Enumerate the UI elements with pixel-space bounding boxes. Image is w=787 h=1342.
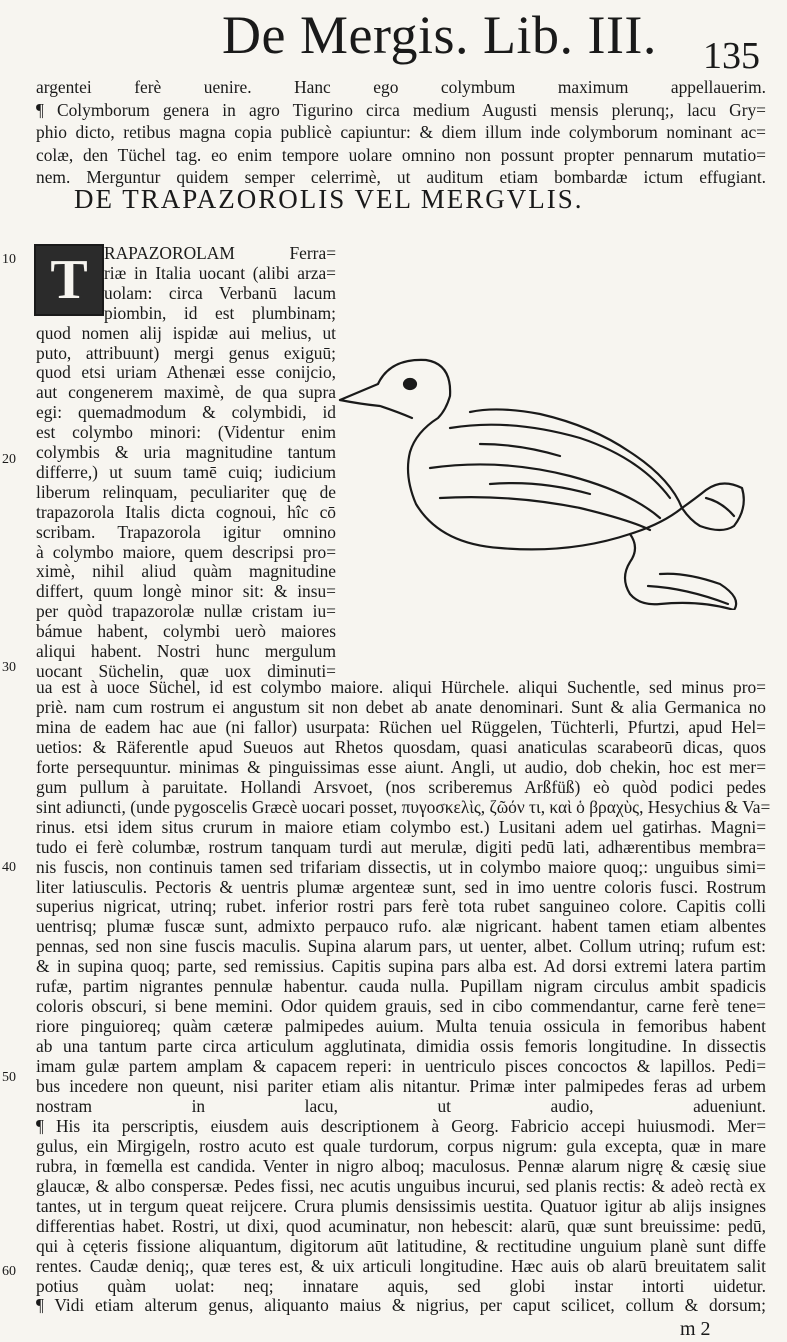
full-text-line: uetios: & Räferentle apud Sueuos aut Rhetos quosdam, quasi anaticulas scarabeorū dicas, quos	[36, 736, 766, 757]
full-text-line: gum pullum à paruitate. Hollandi Arsvoet, (nos scriberemus Arßfüß) eò quòd podici pedes	[36, 776, 766, 797]
full-text-line: ¶ His ita perscriptis, eiusdem auis descriptionem à Georg. Fabricio accepi huiusmodi. Mer=	[36, 1115, 766, 1136]
margin-number: 20	[2, 452, 16, 467]
full-text-line: imam gulæ partem amplam & capacem reperi: in uentriculo pisces concoctos & lapillos. Pedi=	[36, 1056, 766, 1077]
running-head: De Mergis. Lib. III.	[222, 5, 657, 65]
column-text-line: colymbis & uria magnitudine tantum	[36, 442, 336, 462]
full-text-line: rubra, in fœmella est candida. Venter in nigro alboq; maculosus. Pennæ alarum nigrę & cæsię siue	[36, 1155, 766, 1176]
full-text-line: bus incedere non queunt, nisi pariter etiam alis nitantur. Primæ inter palmipedes feras ad urbem	[36, 1076, 766, 1096]
full-text-line: mina de eadem hac aue (ni fallor) usurpata: Rüchen uel Rüggelen, Tüchterli, Pfurtzi, apud Hel=	[36, 716, 766, 737]
margin-number: 60	[2, 1264, 16, 1279]
full-text-line: priè. nam cum rostrum ei angustum sit non debet ab anate denominari. Sunt & alia Germanica no	[36, 696, 766, 717]
full-text-line: & in supina quoq; parte, sed remissius. Capitis supina pars alba est. Ad dorsi extremi latera partim	[36, 956, 766, 977]
column-text-line: aut congenerem maximè, de qua supra	[36, 382, 336, 403]
bird-illustration	[330, 348, 750, 610]
text-line: argentei ferè uenire. Hanc ego colymbum maximum appellauerim.	[36, 77, 766, 97]
full-text-line: pennas, sed non sine fuscis maculis. Supina alarum pars, ut uenter, albet. Collum utrinq; rufum est:	[36, 936, 766, 957]
full-text-line: tudo ei ferè columbæ, rostrum tanquam turdi aut merulæ, digiti pedū lati, adhærentibus membra=	[36, 836, 766, 857]
signature-mark: m 2	[680, 1318, 711, 1340]
column-text-line: egi: quemadmodum & colymbidi, id	[36, 402, 336, 423]
margin-number: 10	[2, 252, 16, 267]
column-text-line: est colymbo minori: (Videntur enim	[36, 422, 336, 443]
full-text-line: liter latiusculis. Pectoris & uentris plumæ argenteæ sunt, sed in imo uentre coloris fusci. Rostrum	[36, 876, 766, 897]
column-text-line: riæ in Italia uocant (alibi arza=	[104, 262, 336, 283]
full-text-line: riore pinguioreq; quàm cæteræ palmipedes auium. Multa tenuia ossicula in femoribus habent	[36, 1016, 766, 1037]
full-text-line: glaucæ, & albo conspersæ. Pedes fissi, nec acutis unguibus incurui, sed planis rectis: & adeò rectà ex	[36, 1175, 766, 1196]
column-text-line: differre,) ut suum tamē cuiq; iudicium	[36, 461, 336, 482]
column-text-line: scribam. Trapazorola igitur omnino	[36, 521, 336, 542]
page-header	[0, 4, 787, 77]
full-text-line: ¶ Vidi etiam alterum genus, aliquanto maius & nigrius, per caput scilicet, collum & dorsum;	[36, 1295, 766, 1316]
full-text-line: qui à cęteris fissione aliquantum, digitorum aūt latitudine, & rectitudine unguium planè sunt diffe	[36, 1235, 766, 1256]
decorated-initial	[34, 244, 104, 316]
full-text-line: superius nigricat, utrinq; rubet. inferior rostri pars ferè tota rubet sanguineo colore. Capitis colli	[36, 896, 766, 917]
column-text-line: puto, attribuunt) mergi genus exiguū;	[36, 342, 336, 363]
full-text-line: gulus, ein Mirgigeln, rostro acuto est quale turdorum, corpus nigrum: gula excepta, quæ in mare	[36, 1135, 766, 1156]
column-text-line: à colymbo maiore, quem descripsi pro=	[36, 541, 336, 562]
full-text-line: rinus. etsi idem situs crurum in maiore etiam colymbo est.) Lusitani adem uel gatirhas. Magni=	[36, 816, 766, 837]
column-text-line: aliqui habent. Nostri hunc mergulum	[36, 641, 336, 661]
column-text-line: uocant Süchelin, quæ uox diminuti=	[36, 660, 336, 681]
initial-letter: T	[50, 249, 88, 311]
full-text-line: coloris obscuri, si bene memini. Odor quidem grauis, sed in cibo commendantur, carne ferè tene=	[36, 996, 766, 1017]
full-text-line: nis fuscis, non continuis tamen sed trifariam dissectis, ut in colymbo maiore quoq;: unguibus simi=	[36, 856, 766, 877]
column-text-line: quod etsi uriam Athenæi esse conijcio,	[36, 362, 336, 383]
margin-number: 50	[2, 1070, 16, 1085]
margin-number: 30	[2, 660, 16, 675]
column-text-line: ximè, nihil aliud quàm magnitudine	[36, 561, 336, 582]
margin-number: 40	[2, 860, 16, 875]
column-text-line: uolam: circa Verbanū lacum	[104, 282, 336, 303]
text-line: ¶ Colymborum genera in agro Tigurino circa medium Augusti mensis plerunq;, lacu Gry=	[36, 99, 766, 120]
section-heading: DE TRAPAZOROLIS VEL MERGVLIS.	[74, 184, 584, 214]
full-text-line: uentrisq; plumæ fuscæ sunt, admixto perpauco rufo. alæ nigricant. habent tamen etiam albentes	[36, 916, 766, 937]
column-text-line: differt, quum longè minor sit: & insu=	[36, 581, 336, 602]
full-text-line: sint adiuncti, (unde pygoscelis Græcè uocari posset, πυγοσκελὶς, ζῶόν τι, καὶ ὁ βραχὺς, Hesychius & Va=	[36, 796, 771, 817]
text-line: colæ, den Tüchel tag. eo enim tempore uolare omnino non possunt propter pennarum mutatio=	[36, 144, 766, 165]
column-text-line: liberum relinquam, peculiariter quę de	[36, 481, 336, 502]
page-number: 135	[703, 35, 760, 77]
full-text-line: differentias habet. Rostri, ut dixi, quod acuminatur, non hebescit: alarū, quæ sunt breuissime: pedū,	[36, 1215, 766, 1236]
full-text-line: ab una tantum parte circa articulum agglutinata, dimidia ossis femoris longitudine. In dissectis	[36, 1036, 766, 1057]
column-text-line: bámue habent, colymbi uerò maiores	[36, 621, 336, 642]
column-text-line: trapazorola Italis dicta cognoui, hîc cō	[36, 501, 336, 522]
full-text-line: forte persequuntur. minimas & pinguissimas esse aiunt. Angli, ut audio, dob chekin, hoc est mer=	[36, 756, 766, 777]
full-text-line: rufæ, partim nigrantes pennulæ habentur. cauda nulla. Pupillam nigram circulus ambit spadicis	[36, 976, 766, 997]
column-text-line: piombin, id est plumbinam;	[104, 302, 336, 323]
column-text-line: per quòd trapazorolæ nullæ cristam iu=	[36, 601, 336, 622]
column-text-line: RAPAZOROLAM Ferra=	[104, 243, 336, 263]
full-text-line: potius quàm uolat: neq; innatare aquis, sed globi instar intorti uidetur.	[36, 1275, 766, 1296]
full-text-line: ua est à uoce Süchel, id est colymbo maiore. aliqui Hürchele. aliqui Suchentle, sed minus pro=	[36, 677, 766, 697]
column-text-line: quod nomen alij ispidæ aui melius, ut	[36, 322, 336, 343]
full-text-line: tantes, ut in tergum queat reijcere. Crura plumis densissimis uestita. Quatuor igitur ab alijs insignes	[36, 1195, 766, 1216]
full-text-line: rentes. Caudæ deniq;, quæ teres est, & uix articuli longitudine. Hæc auis ob alarū breuitatem salit	[36, 1255, 766, 1276]
full-text-line: nostram in lacu, ut audio, adueniunt.	[36, 1095, 766, 1116]
text-line: nem. Merguntur quidem semper celerrimè, ut auditum etiam bombardæ ictum effugiant.	[36, 167, 766, 188]
text-line: phio dicto, retibus magna copia publicè capiuntur: & diem illum inde colymborum nominant ac=	[36, 122, 766, 143]
